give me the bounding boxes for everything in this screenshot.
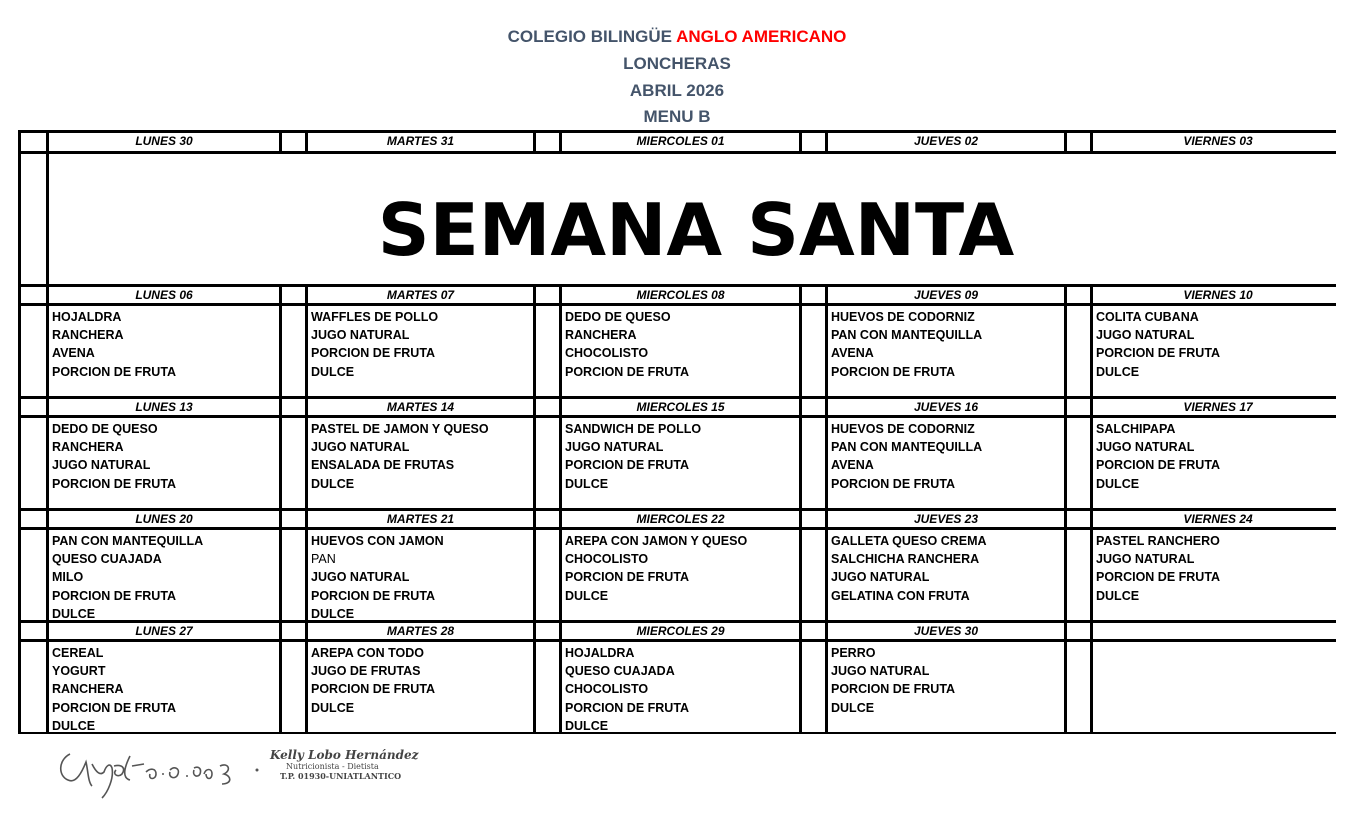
menu-item: SANDWICH DE POLLO: [565, 422, 702, 436]
menu-item: QUESO CUAJADA: [565, 664, 675, 679]
day-menu: [1093, 530, 1343, 620]
menu-item: PORCION DE FRUTA: [1096, 570, 1221, 585]
menu-item: GELATINA CON FRUTA: [831, 588, 970, 603]
document-month: ABRIL 2026: [629, 81, 725, 100]
spacer-cell: [21, 642, 46, 732]
menu-item: QUESO CUAJADA: [52, 552, 162, 567]
menu-item: PORCION DE FRUTA: [52, 588, 177, 603]
day-header: LUNES 30: [49, 133, 279, 151]
spacer-cell: [21, 511, 46, 527]
spacer-cell: [282, 530, 305, 620]
day-header: JUEVES 09: [828, 287, 1064, 303]
day-header: MARTES 07: [308, 287, 533, 303]
menu-item: JUGO NATURAL: [311, 440, 410, 455]
menu-item: JUGO NATURAL: [311, 328, 410, 343]
spacer-cell: [802, 623, 825, 639]
menu-item: PORCION DE FRUTA: [52, 700, 177, 715]
spacer-cell: [802, 399, 825, 415]
spacer-cell: [802, 418, 825, 508]
spacer-cell: [1067, 306, 1090, 396]
menu-item: YOGURT: [52, 664, 106, 679]
menu-item: HUEVOS DE CODORNIZ: [831, 422, 975, 436]
menu-item: PORCION DE FRUTA: [52, 476, 177, 491]
spacer-cell: [282, 399, 305, 415]
spacer-cell: [1067, 287, 1090, 303]
day-menu: [1093, 418, 1343, 508]
day-header: [1093, 623, 1343, 639]
menu-item: CHOCOLISTO: [565, 346, 649, 361]
day-header: LUNES 06: [49, 287, 279, 303]
day-menu: [49, 306, 279, 396]
spacer-cell: [802, 511, 825, 527]
spacer-cell: [21, 623, 46, 639]
menu-item: PASTEL DE JAMON Y QUESO: [311, 422, 489, 436]
menu-item: PAN CON MANTEQUILLA: [52, 534, 204, 548]
spacer-cell: [21, 287, 46, 303]
spacer-cell: [21, 306, 46, 396]
day-header: LUNES 13: [49, 399, 279, 415]
menu-item: DULCE: [565, 476, 609, 491]
day-header: LUNES 27: [49, 623, 279, 639]
spacer-cell: [1067, 133, 1090, 151]
day-header: VIERNES 03: [1093, 133, 1343, 151]
menu-item: DEDO DE QUESO: [52, 422, 158, 436]
menu-item: JUGO DE FRUTAS: [311, 664, 421, 679]
menu-item: SALCHICHA RANCHERA: [831, 552, 980, 567]
spacer-cell: [282, 306, 305, 396]
holiday-banner: [49, 154, 1343, 284]
menu-item: JUGO NATURAL: [1096, 440, 1195, 455]
menu-item: DULCE: [311, 700, 355, 715]
spacer-cell: [282, 418, 305, 508]
day-header: MIERCOLES 22: [562, 511, 799, 527]
menu-item: PORCION DE FRUTA: [831, 476, 956, 491]
menu-item: PORCION DE FRUTA: [1096, 458, 1221, 473]
menu-item: PORCION DE FRUTA: [52, 364, 177, 379]
menu-item: AVENA: [831, 346, 874, 361]
spacer-cell: [802, 530, 825, 620]
day-menu: [308, 306, 533, 396]
menu-item: DULCE: [311, 476, 355, 491]
school-name-prefix: COLEGIO BILINGÜE: [507, 27, 672, 46]
menu-table: [18, 130, 1336, 734]
day-header: JUEVES 02: [828, 133, 1064, 151]
day-header: JUEVES 23: [828, 511, 1064, 527]
day-header: MIERCOLES 29: [562, 623, 799, 639]
menu-item: HOJALDRA: [565, 646, 635, 660]
menu-item: RANCHERA: [52, 440, 124, 455]
menu-item: CEREAL: [52, 646, 104, 660]
day-menu: [562, 418, 799, 508]
spacer-cell: [21, 399, 46, 415]
menu-item: JUGO NATURAL: [52, 458, 151, 473]
day-header: MARTES 21: [308, 511, 533, 527]
menu-item: DULCE: [1096, 364, 1140, 379]
day-header: JUEVES 30: [828, 623, 1064, 639]
nutritionist-registration: T.P. 01930-UNIATLANTICO: [280, 771, 402, 781]
spacer-cell: [536, 287, 559, 303]
spacer-cell: [282, 642, 305, 732]
menu-item: DULCE: [565, 718, 609, 732]
day-menu: [828, 642, 1064, 732]
day-header: JUEVES 16: [828, 399, 1064, 415]
menu-item: PAN CON MANTEQUILLA: [831, 440, 983, 455]
spacer-cell: [1067, 511, 1090, 527]
day-menu: [308, 642, 533, 732]
menu-item: DULCE: [311, 364, 355, 379]
menu-item: RANCHERA: [565, 328, 637, 343]
menu-item: WAFFLES DE POLLO: [311, 310, 439, 324]
spacer-cell: [536, 623, 559, 639]
day-menu: [308, 418, 533, 508]
day-header: MARTES 31: [308, 133, 533, 151]
menu-item: DULCE: [52, 718, 96, 732]
spacer-cell: [21, 133, 46, 151]
school-name: [0, 27, 1354, 47]
menu-item: PERRO: [831, 646, 876, 660]
menu-item: PASTEL RANCHERO: [1096, 534, 1220, 548]
spacer-cell: [536, 306, 559, 396]
spacer-cell: [282, 133, 305, 151]
day-header: VIERNES 10: [1093, 287, 1343, 303]
spacer-cell: [536, 418, 559, 508]
day-menu: [1093, 642, 1343, 732]
day-header: MIERCOLES 15: [562, 399, 799, 415]
day-header: MIERCOLES 01: [562, 133, 799, 151]
nutritionist-role: Nutricionista - Dietista: [286, 762, 379, 771]
spacer-cell: [21, 418, 46, 508]
day-header: VIERNES 17: [1093, 399, 1343, 415]
spacer-cell: [1067, 623, 1090, 639]
day-menu: [49, 418, 279, 508]
day-header: VIERNES 24: [1093, 511, 1343, 527]
menu-item: PORCION DE FRUTA: [311, 588, 436, 603]
menu-item: RANCHERA: [52, 682, 124, 697]
menu-item: DULCE: [565, 588, 609, 603]
menu-item: PORCION DE FRUTA: [565, 458, 690, 473]
menu-item: AVENA: [52, 346, 95, 361]
menu-item: PAN: [311, 552, 336, 567]
day-menu: [828, 306, 1064, 396]
menu-item: DEDO DE QUESO: [565, 310, 671, 324]
menu-item: DULCE: [311, 606, 355, 620]
day-menu: [308, 530, 533, 620]
menu-item: PORCION DE FRUTA: [565, 364, 690, 379]
spacer-cell: [536, 642, 559, 732]
menu-item: AREPA CON JAMON Y QUESO: [565, 534, 748, 548]
menu-item: PORCION DE FRUTA: [831, 364, 956, 379]
menu-item: MILO: [52, 570, 84, 585]
menu-item: JUGO NATURAL: [311, 570, 410, 585]
document-subtitle: LONCHERAS: [623, 54, 731, 73]
spacer-cell: [802, 306, 825, 396]
spacer-cell: [1067, 399, 1090, 415]
menu-item: CHOCOLISTO: [565, 552, 649, 567]
menu-item: JUGO NATURAL: [831, 570, 930, 585]
spacer-cell: [536, 511, 559, 527]
spacer-cell: [1067, 642, 1090, 732]
day-menu: [562, 530, 799, 620]
day-menu: [828, 418, 1064, 508]
menu-item: DULCE: [1096, 476, 1140, 491]
menu-item: DULCE: [52, 606, 96, 620]
menu-item: ENSALADA DE FRUTAS: [311, 458, 455, 473]
menu-item: PORCION DE FRUTA: [565, 570, 690, 585]
spacer-cell: [802, 287, 825, 303]
menu-item: RANCHERA: [52, 328, 124, 343]
menu-item: PORCION DE FRUTA: [565, 700, 690, 715]
menu-item: DULCE: [1096, 588, 1140, 603]
menu-item: PORCION DE FRUTA: [1096, 346, 1221, 361]
day-menu: [49, 642, 279, 732]
nutritionist-stamp: [270, 748, 418, 781]
menu-item: COLITA CUBANA: [1096, 310, 1199, 324]
spacer-cell: [282, 511, 305, 527]
spacer-cell: [21, 154, 46, 284]
menu-item: AVENA: [831, 458, 874, 473]
nutritionist-name: Kelly Lobo Hernández: [270, 748, 419, 762]
day-menu: [562, 306, 799, 396]
spacer-cell: [802, 133, 825, 151]
spacer-cell: [1067, 418, 1090, 508]
spacer-cell: [536, 530, 559, 620]
day-menu: [1093, 306, 1343, 396]
menu-item: PORCION DE FRUTA: [831, 682, 956, 697]
menu-item: HUEVOS CON JAMON: [311, 534, 444, 548]
menu-item: JUGO NATURAL: [831, 664, 930, 679]
spacer-cell: [536, 399, 559, 415]
menu-item: GALLETA QUESO CREMA: [831, 534, 987, 548]
spacer-cell: [282, 287, 305, 303]
day-header: MARTES 28: [308, 623, 533, 639]
day-menu: [828, 530, 1064, 620]
menu-item: JUGO NATURAL: [1096, 552, 1195, 567]
menu-item: SALCHIPAPA: [1096, 422, 1176, 436]
school-name-accent: ANGLO AMERICANO: [676, 27, 847, 46]
holiday-banner-text: SEMANA SANTA: [377, 188, 1015, 272]
day-header: LUNES 20: [49, 511, 279, 527]
spacer-cell: [21, 530, 46, 620]
spacer-cell: [1067, 530, 1090, 620]
menu-item: PORCION DE FRUTA: [311, 682, 436, 697]
menu-item: HUEVOS DE CODORNIZ: [831, 310, 975, 324]
day-menu: [49, 530, 279, 620]
spacer-cell: [802, 642, 825, 732]
menu-item: HOJALDRA: [52, 310, 122, 324]
spacer-cell: [536, 133, 559, 151]
menu-item: JUGO NATURAL: [565, 440, 664, 455]
menu-item: CHOCOLISTO: [565, 682, 649, 697]
day-menu: [562, 642, 799, 732]
day-header: MARTES 14: [308, 399, 533, 415]
menu-item: AREPA CON TODO: [311, 646, 424, 660]
menu-item: JUGO NATURAL: [1096, 328, 1195, 343]
menu-item: PAN CON MANTEQUILLA: [831, 328, 983, 343]
spacer-cell: [282, 623, 305, 639]
menu-item: PORCION DE FRUTA: [311, 346, 436, 361]
menu-item: DULCE: [831, 700, 875, 715]
day-header: MIERCOLES 08: [562, 287, 799, 303]
menu-name: MENU B: [643, 107, 711, 126]
